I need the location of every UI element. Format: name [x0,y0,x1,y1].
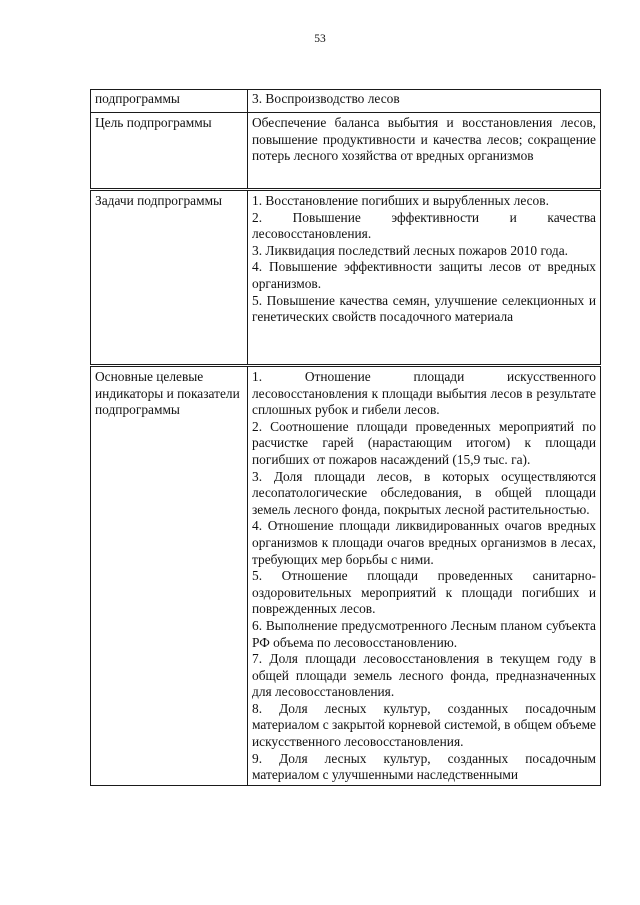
page-number: 53 [314,33,326,45]
passport-table [90,89,601,786]
indicator-item: 9. Доля лесных культур, созданных посадочным материалом с улучшенными наследственными [252,750,596,783]
row-content [248,366,601,786]
row-label: Основные целевые индикаторы и показатели подпрограммы [91,366,248,786]
table-row [91,113,601,190]
table-row [91,366,601,786]
indicator-item: 1. Отношение площади искусственного лесовосстановления к площади выбытия лесов в результате сплошных рубок и гибели лесов. [252,369,596,418]
task-item: 4. Повышение эффективности защиты лесов от вредных организмов. [252,259,596,291]
task-item: 3. Ликвидация последствий лесных пожаров 2010 года. [252,242,569,258]
indicator-item: 6. Выполнение предусмотренного Лесным планом субъекта РФ объема по лесовосстановлению. [252,617,596,650]
indicator-item: 4. Отношение площади ликвидированных очагов вредных организмов к площади очагов вредных организмов в лесах, требующих мер борьбы с ними. [252,518,596,567]
task-item: 1. Восстановление погибших и вырубленных лесов. [252,193,549,208]
row-label: подпрограммы [91,90,248,113]
row-label: Цель подпрограммы [91,113,248,190]
row-content [248,113,601,190]
indicator-item: 7. Доля площади лесовосстановления в текущем году в общей площади земель лесного фонда, предназначенных для лесовосстановления. [252,651,596,700]
row-content [248,190,601,366]
indicator-item: 2. Соотношение площади проведенных мероприятий по расчистке гарей (нарастающим итогом) к площади погибших от пожаров насаждений (15,9 тыс. га). [252,418,596,467]
indicator-item: 3. Доля площади лесов, в которых осуществляются лесопатологические обследования, в общей площади земель лесного фонда, покрытых лесной растительностью. [252,468,596,517]
indicator-item: 5. Отношение площади проведенных санитарно-оздоровительных мероприятий к площади погибших и поврежденных лесов. [252,568,596,617]
indicator-item: 8. Доля лесных культур, созданных посадочным материалом с закрытой корневой системой, в общем объеме искусственного лесовосстановления. [252,700,596,750]
content-paragraph: 3. Воспроизводство лесов [252,91,400,106]
task-item: 2. Повышение эффективности и качества лесовосстановления. [252,209,596,242]
table-row [91,90,601,113]
table-row [91,190,601,366]
row-label: Задачи подпрограммы [91,190,248,366]
row-content [248,90,601,113]
task-item: 5. Повышение качества семян, улучшение селекционных и генетических свойств посадочного материала [252,292,596,325]
content-paragraph: Обеспечение баланса выбытия и восстановления лесов, повышение продуктивности и качества лесов; сокращение потерь лесного хозяйства от вредных организмов [252,115,596,164]
